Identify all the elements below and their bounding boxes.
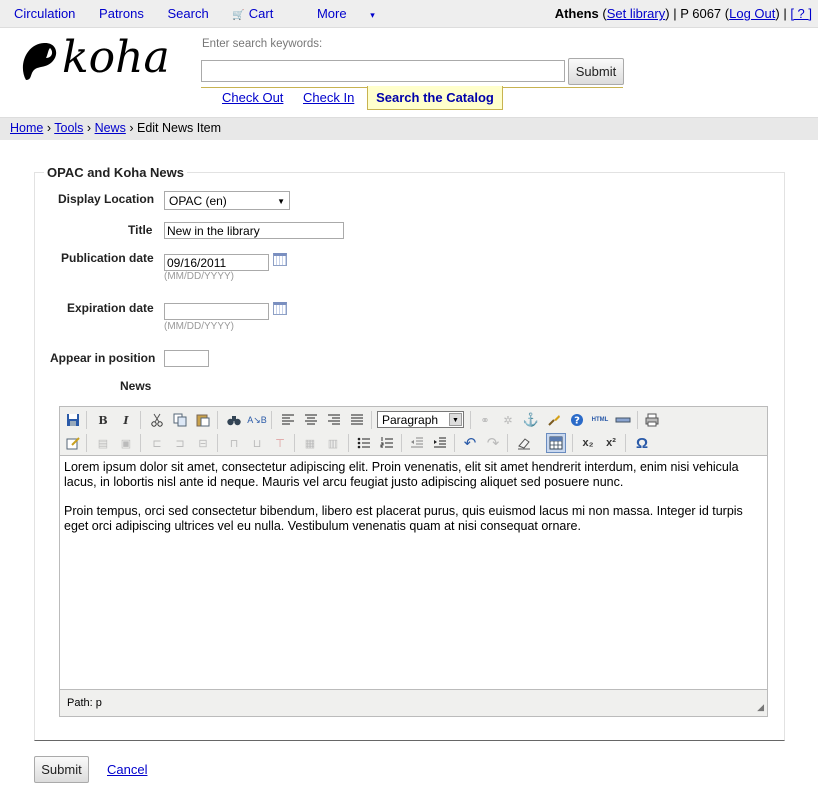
tab-check-out[interactable]: Check Out bbox=[222, 90, 284, 105]
logout-link[interactable]: Log Out bbox=[729, 6, 776, 21]
help-link[interactable]: [ ? ] bbox=[790, 6, 812, 21]
merge-cells-icon[interactable]: ▥ bbox=[327, 437, 339, 450]
editor-statusbar bbox=[60, 689, 767, 716]
expiration-date-input[interactable] bbox=[164, 303, 269, 320]
expiration-date-hint: (MM/DD/YYYY) bbox=[164, 321, 234, 332]
delete-col-icon[interactable]: ⊤ bbox=[275, 437, 285, 450]
anchor-icon[interactable]: ⚓ bbox=[522, 412, 540, 427]
publication-date-input[interactable]: 09/16/2011 bbox=[164, 254, 269, 271]
breadcrumb bbox=[0, 117, 818, 140]
italic-button[interactable]: I bbox=[123, 413, 129, 427]
nav-patrons[interactable]: Patrons bbox=[99, 6, 144, 21]
outdent-icon[interactable] bbox=[408, 434, 426, 452]
title-label: Title bbox=[128, 223, 153, 237]
breadcrumb-tools[interactable]: Tools bbox=[54, 121, 84, 135]
breadcrumb-home[interactable]: Home bbox=[10, 121, 44, 135]
indent-icon[interactable] bbox=[431, 434, 449, 452]
user-info: Athens (Set library) | P 6067 (Log Out) | [ ? ] bbox=[554, 6, 812, 21]
numbered-list-icon[interactable] bbox=[378, 434, 396, 452]
align-right-icon[interactable] bbox=[325, 411, 343, 429]
undo-icon[interactable]: ↶ bbox=[463, 435, 477, 452]
koha-leaf-icon bbox=[20, 40, 60, 84]
bullet-list-icon[interactable] bbox=[355, 434, 373, 452]
nav-circulation[interactable]: Circulation bbox=[14, 6, 76, 21]
editor-toolbar bbox=[60, 407, 767, 456]
html-source-button[interactable]: HTML bbox=[591, 417, 609, 423]
cart-icon: 🛒 bbox=[232, 10, 245, 21]
position-label: Appear in position bbox=[50, 351, 156, 365]
row-after-icon[interactable]: ⊐ bbox=[175, 437, 185, 450]
align-left-icon[interactable] bbox=[279, 411, 297, 429]
toolbar-separator bbox=[86, 434, 87, 452]
redo-icon[interactable]: ↷ bbox=[486, 435, 500, 452]
breadcrumb-separator: › bbox=[86, 121, 92, 135]
insert-layer-icon[interactable]: ▤ bbox=[97, 437, 109, 450]
chevron-down-icon: ▾ bbox=[370, 10, 375, 20]
link-icon[interactable]: ⚭ bbox=[480, 414, 490, 427]
dropdown-arrow-icon: ▼ bbox=[277, 197, 285, 206]
editor-paragraph: Lorem ipsum dolor sit amet, consectetur adipiscing elit. Proin venenatis, elit sit amet hendrerit interdum, enim nisi vehicula lacus, in lobortis nisl ante id neque. Mauris vel arcu feugiat justo adipiscing aliquet sed posuere nunc. bbox=[64, 460, 739, 489]
tab-search-catalog[interactable]: Search the Catalog bbox=[367, 86, 503, 110]
replace-icon[interactable]: A↘B bbox=[247, 414, 267, 425]
subscript-button[interactable]: x₂ bbox=[582, 437, 594, 449]
editor-path: Path: p bbox=[67, 697, 102, 709]
save-icon[interactable] bbox=[64, 411, 82, 429]
nav-cart-label: Cart bbox=[248, 6, 274, 21]
edit-css-icon[interactable] bbox=[64, 434, 82, 452]
search-label: Enter search keywords: bbox=[202, 38, 323, 50]
toolbar-separator bbox=[217, 411, 218, 429]
toolbar-separator bbox=[470, 411, 471, 429]
toolbar-separator bbox=[217, 434, 218, 452]
row-before-icon[interactable]: ⊏ bbox=[152, 437, 162, 450]
fieldset-legend: OPAC and Koha News bbox=[44, 165, 187, 180]
split-cells-icon[interactable]: ▦ bbox=[304, 437, 316, 450]
breadcrumb-separator: › bbox=[46, 121, 51, 135]
resize-grip-icon[interactable]: ◢ bbox=[757, 702, 764, 712]
toolbar-separator bbox=[371, 411, 372, 429]
display-location-select[interactable] bbox=[164, 191, 290, 210]
toolbar-separator bbox=[572, 434, 573, 452]
bold-button[interactable]: B bbox=[98, 413, 108, 427]
toolbar-separator bbox=[140, 411, 141, 429]
remove-format-icon[interactable] bbox=[515, 434, 533, 452]
publication-date-label: Publication date bbox=[61, 251, 154, 265]
print-icon[interactable] bbox=[643, 411, 661, 429]
calendar-icon[interactable] bbox=[273, 253, 287, 266]
display-location-label: Display Location bbox=[58, 192, 155, 206]
toolbar-separator bbox=[454, 434, 455, 452]
toolbar-separator bbox=[140, 434, 141, 452]
publication-date-hint: (MM/DD/YYYY) bbox=[164, 271, 234, 282]
toolbar-separator bbox=[401, 434, 402, 452]
news-editor bbox=[59, 406, 768, 717]
table-icon[interactable] bbox=[546, 433, 566, 453]
special-char-button[interactable]: Ω bbox=[635, 434, 649, 452]
nav-cart[interactable] bbox=[232, 6, 293, 21]
find-icon[interactable] bbox=[225, 411, 243, 429]
cut-icon[interactable] bbox=[148, 411, 166, 429]
toolbar-separator bbox=[294, 434, 295, 452]
paste-icon[interactable] bbox=[194, 411, 212, 429]
expiration-date-label: Expiration date bbox=[67, 301, 154, 315]
top-navigation-bar bbox=[0, 0, 818, 28]
col-after-icon[interactable]: ⊔ bbox=[252, 437, 262, 450]
delete-row-icon[interactable]: ⊟ bbox=[198, 437, 208, 450]
title-input[interactable]: New in the library bbox=[164, 222, 344, 239]
dropdown-arrow-icon: ▼ bbox=[449, 413, 462, 426]
horizontal-rule-icon[interactable] bbox=[614, 411, 632, 429]
col-before-icon[interactable]: ⊓ bbox=[229, 437, 239, 450]
breadcrumb-separator: › bbox=[129, 121, 134, 135]
unlink-icon[interactable]: ✲ bbox=[503, 414, 513, 427]
copy-icon[interactable] bbox=[171, 411, 189, 429]
nav-more[interactable] bbox=[317, 6, 395, 21]
toolbar-separator bbox=[348, 434, 349, 452]
svg-text:?: ? bbox=[574, 415, 580, 427]
format-value: Paragraph bbox=[382, 413, 439, 427]
main-menu bbox=[14, 6, 415, 21]
patron-id: P 6067 bbox=[680, 6, 722, 21]
toolbar-separator bbox=[507, 434, 508, 452]
toolbar-separator bbox=[86, 411, 87, 429]
layer-props-icon[interactable]: ▣ bbox=[120, 437, 132, 450]
format-select[interactable] bbox=[377, 411, 464, 428]
tab-check-in[interactable]: Check In bbox=[303, 90, 355, 105]
nav-search[interactable]: Search bbox=[167, 6, 209, 21]
breadcrumb-news[interactable]: News bbox=[94, 121, 126, 135]
editor-content[interactable] bbox=[64, 460, 754, 548]
search-submit-button[interactable]: Submit bbox=[568, 58, 624, 85]
logo-text: koha bbox=[62, 32, 170, 83]
display-location-value: OPAC (en) bbox=[169, 194, 227, 208]
editor-paragraph: Proin tempus, orci sed consectetur bibendum, libero est placerat purus, quis euismod lacus mi non massa. Integer id turpis eget orci adipiscing ultrices vel eu nulla. Vestibulum venenatis quam at nisi consequat ornare. bbox=[64, 504, 743, 533]
submit-button[interactable]: Submit bbox=[34, 756, 89, 783]
help-icon[interactable] bbox=[568, 411, 586, 429]
breadcrumb-current: Edit News Item bbox=[136, 121, 222, 135]
nav-more-label: More bbox=[316, 6, 347, 21]
news-label: News bbox=[120, 379, 152, 393]
cancel-link[interactable]: Cancel bbox=[107, 762, 148, 777]
align-justify-icon[interactable] bbox=[348, 411, 366, 429]
set-library-link[interactable]: Set library bbox=[606, 6, 666, 21]
calendar-icon[interactable] bbox=[273, 302, 287, 315]
toolbar-separator bbox=[271, 411, 272, 429]
superscript-button[interactable]: x² bbox=[606, 437, 616, 449]
catalog-search-input[interactable] bbox=[201, 60, 565, 82]
align-center-icon[interactable] bbox=[302, 411, 320, 429]
toolbar-separator bbox=[625, 434, 626, 452]
toolbar-separator bbox=[637, 411, 638, 429]
cleanup-icon[interactable] bbox=[545, 411, 563, 429]
position-input[interactable] bbox=[164, 350, 209, 367]
branch-name: Athens bbox=[554, 6, 599, 21]
koha-logo[interactable] bbox=[20, 32, 170, 87]
